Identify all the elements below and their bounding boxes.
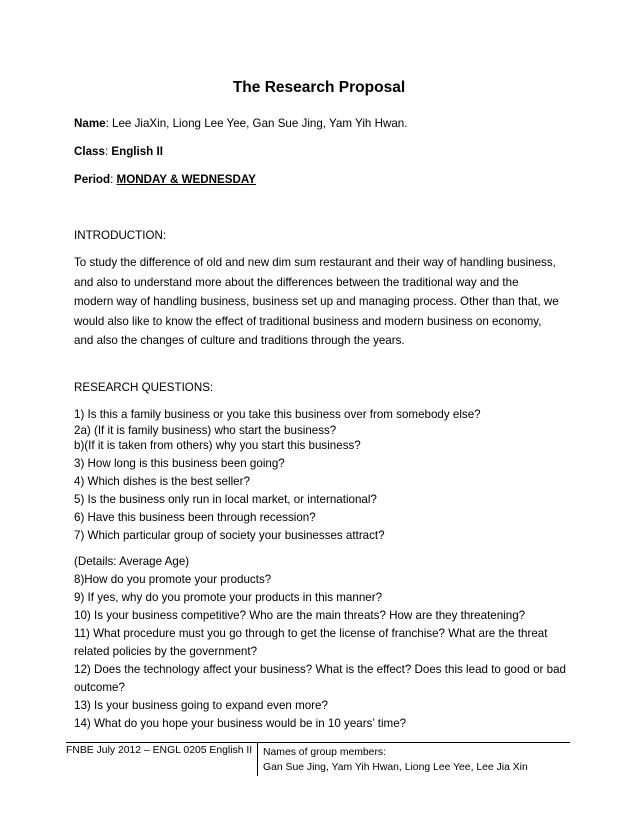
class-value: English II bbox=[111, 145, 163, 158]
class-label: Class bbox=[74, 145, 105, 158]
footer-members bbox=[263, 745, 528, 775]
intro-line: and also to understand more about the differences between the traditional way and the bbox=[74, 275, 519, 289]
question-item: outcome? bbox=[74, 681, 125, 694]
footer-divider bbox=[66, 742, 570, 743]
introduction-paragraph bbox=[74, 253, 574, 351]
intro-line: and also the changes of culture and traditions through the years. bbox=[74, 334, 405, 348]
question-item: 2a) (If it is family business) who start the business? bbox=[74, 424, 337, 437]
question-item: 3) How long is this business been going? bbox=[74, 457, 285, 470]
question-item: b)(If it is taken from others) why you start this business? bbox=[74, 439, 361, 452]
period-sep: : bbox=[110, 173, 117, 186]
document-title: The Research Proposal bbox=[232, 79, 406, 96]
question-item: 13) Is your business going to expand even more? bbox=[74, 699, 328, 712]
footer-members-names: Gan Sue Jing, Yam Yih Hwan, Liong Lee Yee, Lee Jia Xin bbox=[263, 762, 528, 773]
name-value: : Lee JiaXin, Liong Lee Yee, Gan Sue Jing, Yam Yih Hwan. bbox=[105, 117, 408, 130]
research-questions-heading: RESEARCH QUESTIONS: bbox=[74, 381, 214, 394]
class-field bbox=[74, 145, 163, 158]
intro-line: would also like to know the effect of traditional business and modern business on economy, bbox=[74, 314, 542, 328]
question-item: (Details: Average Age) bbox=[74, 555, 190, 568]
question-item: 6) Have this business been through recession? bbox=[74, 511, 316, 524]
footer-column-divider bbox=[257, 743, 258, 776]
question-item: 9) If yes, why do you promote your products in this manner? bbox=[74, 591, 383, 604]
period-label: Period bbox=[74, 173, 111, 186]
question-item: 12) Does the technology affect your business? What is the effect? Does this lead to good or bad bbox=[74, 663, 566, 676]
intro-line: modern way of handling business, business set up and managing process. Other than that, we bbox=[74, 295, 559, 309]
intro-line: To study the difference of old and new dim sum restaurant and their way of handling business, bbox=[74, 256, 556, 269]
period-field bbox=[74, 173, 256, 186]
footer-course: FNBE July 2012 – ENGL 0205 English II bbox=[66, 745, 253, 756]
period-value: MONDAY & WEDNESDAY bbox=[116, 173, 256, 186]
question-item: 1) Is this a family business or you take this business over from somebody else? bbox=[74, 408, 481, 421]
question-item: 11) What procedure must you go through to get the license of franchise? What are the threat bbox=[74, 627, 548, 640]
question-item: 7) Which particular group of society your businesses attract? bbox=[74, 529, 385, 542]
question-item: 10) Is your business competitive? Who are the main threats? How are they threatening? bbox=[74, 609, 526, 622]
name-field bbox=[74, 117, 407, 130]
footer-members-label: Names of group members: bbox=[263, 747, 387, 758]
question-item: related policies by the government? bbox=[74, 645, 258, 658]
question-item: 8)How do you promote your products? bbox=[74, 573, 272, 586]
question-item: 14) What do you hope your business would be in 10 years’ time? bbox=[74, 717, 407, 730]
question-item: 4) Which dishes is the best seller? bbox=[74, 475, 250, 488]
class-sep: : bbox=[104, 145, 112, 158]
question-item: 5) Is the business only run in local market, or international? bbox=[74, 493, 377, 506]
introduction-heading: INTRODUCTION: bbox=[74, 229, 167, 242]
name-label: Name bbox=[74, 117, 106, 130]
